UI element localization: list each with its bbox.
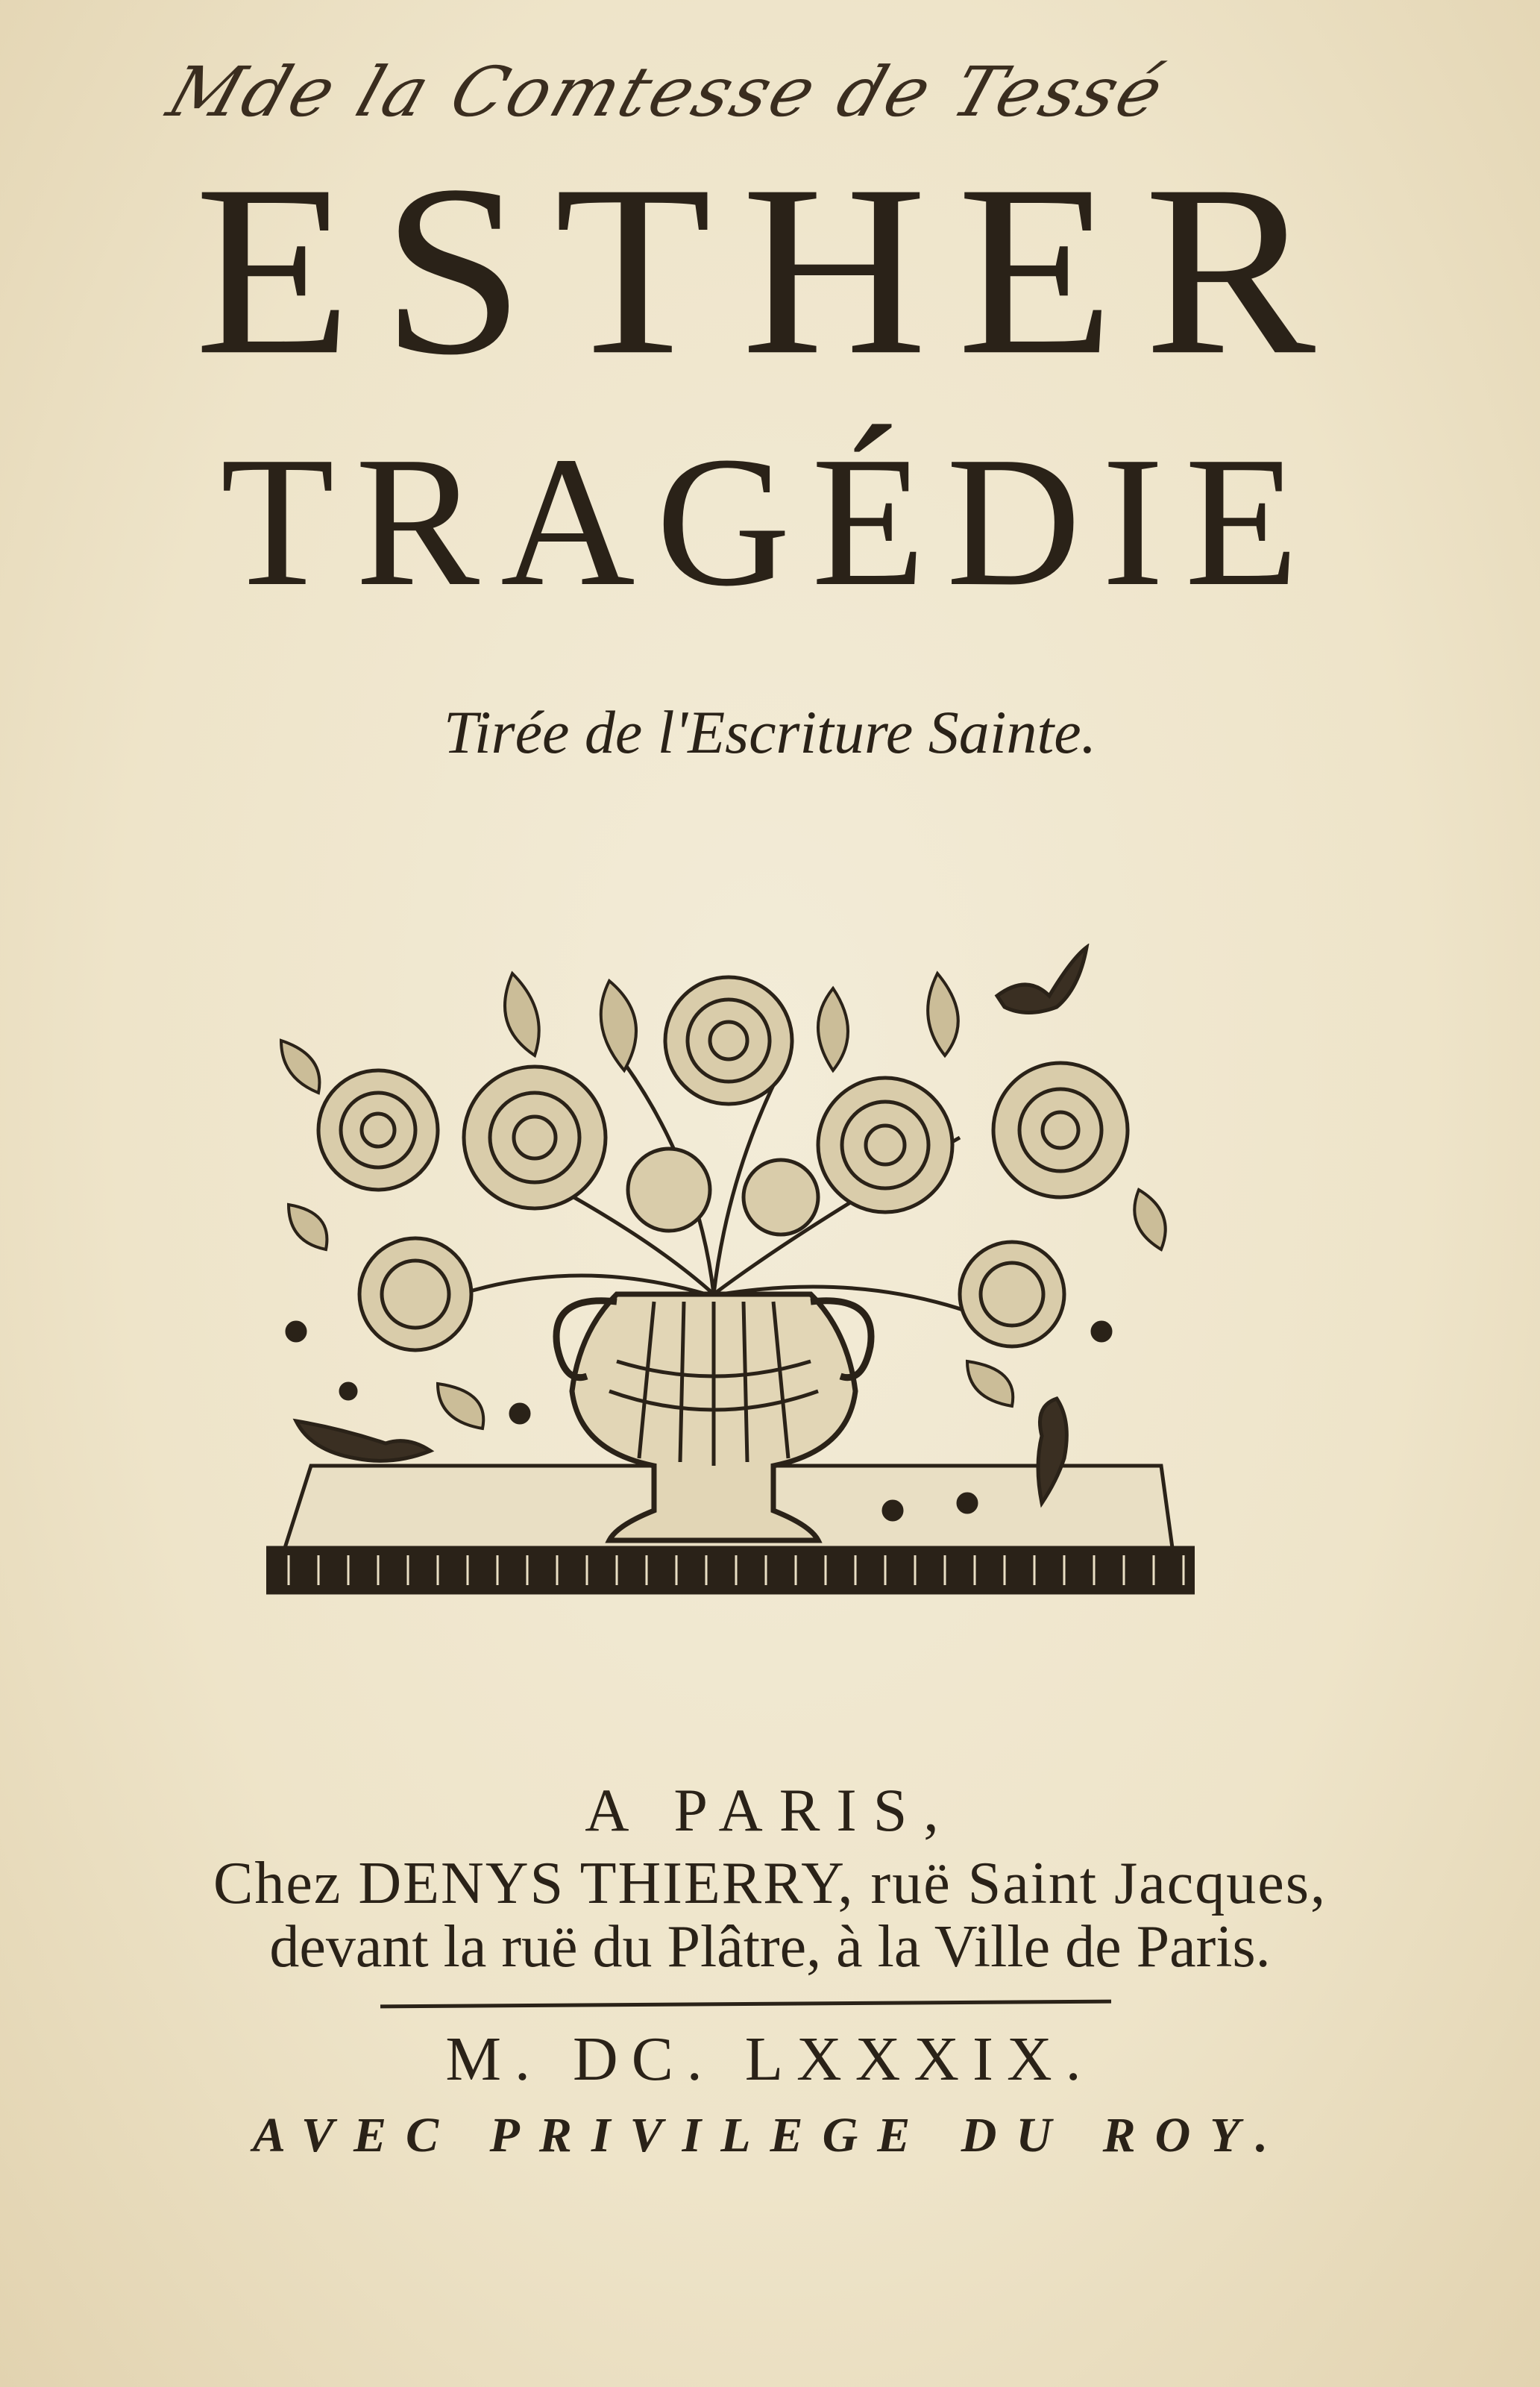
book-subtitle: TRAGÉDIE (220, 418, 1320, 625)
handwritten-inscription: Mde la Comtesse de Tessé (158, 52, 1176, 132)
woodcut-vase-of-flowers-illustration (266, 944, 1195, 1630)
book-title: ESTHER (194, 134, 1346, 406)
imprint-city: A PARIS, (585, 1776, 955, 1844)
table-edge (266, 1548, 1195, 1593)
imprint-publisher: Chez DENYS THIERRY, ruë Saint Jacques, (213, 1851, 1327, 1916)
horizontal-rule (380, 2000, 1111, 2009)
source-line: Tirée de l'Escriture Sainte. (443, 698, 1097, 766)
imprint-address: devant la ruë du Plâtre, à la Ville de Paris. (269, 1914, 1271, 1980)
imprint-year: M. DC. LXXXIX. (445, 2024, 1095, 2094)
royal-privilege: AVEC PRIVILEGE DU ROY. (252, 2108, 1288, 2162)
